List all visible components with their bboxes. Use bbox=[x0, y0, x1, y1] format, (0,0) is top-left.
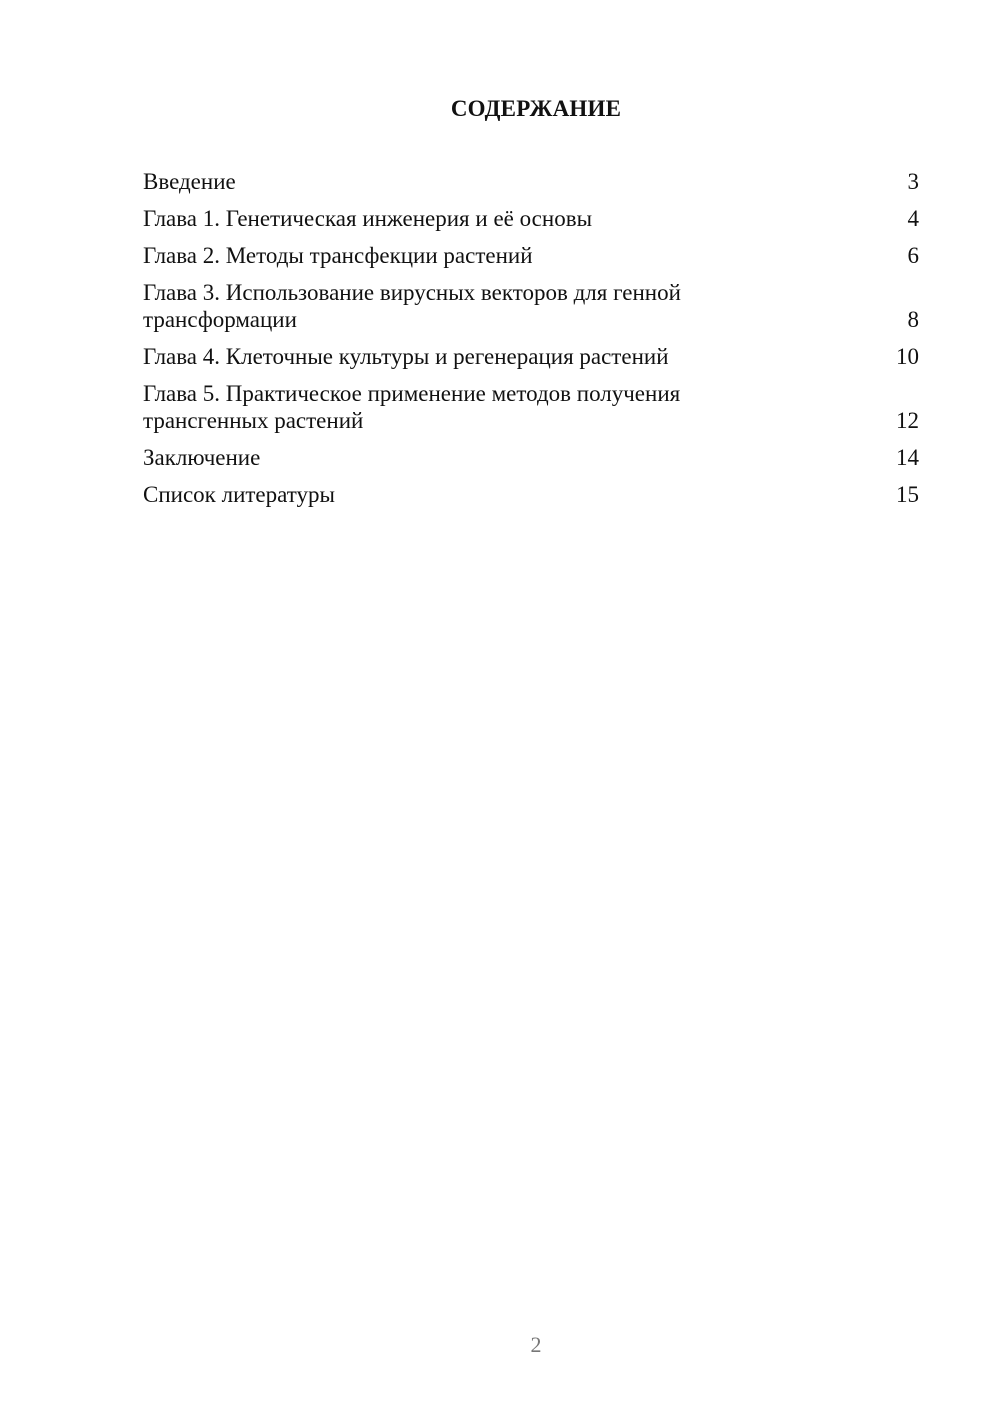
toc-item-page: 12 bbox=[896, 408, 919, 433]
toc-item bbox=[143, 380, 919, 434]
toc-item-label: Глава 2. Методы трансфекции растений bbox=[143, 243, 533, 268]
toc-item-label: Введение bbox=[143, 169, 236, 194]
toc-item bbox=[143, 205, 919, 232]
toc-item-label: Заключение bbox=[143, 445, 261, 470]
toc-item-label: Список литературы bbox=[143, 482, 335, 507]
toc-item bbox=[143, 343, 919, 370]
toc-item-page: 8 bbox=[907, 307, 919, 332]
toc-item-label: Глава 5. Практическое применение методов получения трансгенных растений bbox=[143, 381, 681, 433]
toc-list bbox=[143, 168, 919, 518]
toc-item bbox=[143, 481, 919, 508]
toc-item-label: Глава 4. Клеточные культуры и регенерация растений bbox=[143, 344, 669, 369]
toc-item bbox=[143, 168, 919, 195]
toc-item-page: 4 bbox=[907, 206, 919, 231]
toc-item-label: Глава 1. Генетическая инженерия и её основы bbox=[143, 206, 593, 231]
toc-item-page: 6 bbox=[907, 243, 919, 268]
toc-item bbox=[143, 279, 919, 333]
toc-item-page: 14 bbox=[896, 445, 919, 470]
toc-item-page: 3 bbox=[907, 169, 919, 194]
toc-title: СОДЕРЖАНИЕ bbox=[450, 96, 622, 121]
toc-item-label: Глава 3. Использование вирусных векторов для генной трансформации bbox=[143, 280, 681, 332]
toc-item-page: 10 bbox=[896, 344, 919, 369]
toc-item-page: 15 bbox=[896, 482, 919, 507]
page-number: 2 bbox=[530, 1332, 542, 1357]
toc-item bbox=[143, 242, 919, 269]
toc-item bbox=[143, 444, 919, 471]
